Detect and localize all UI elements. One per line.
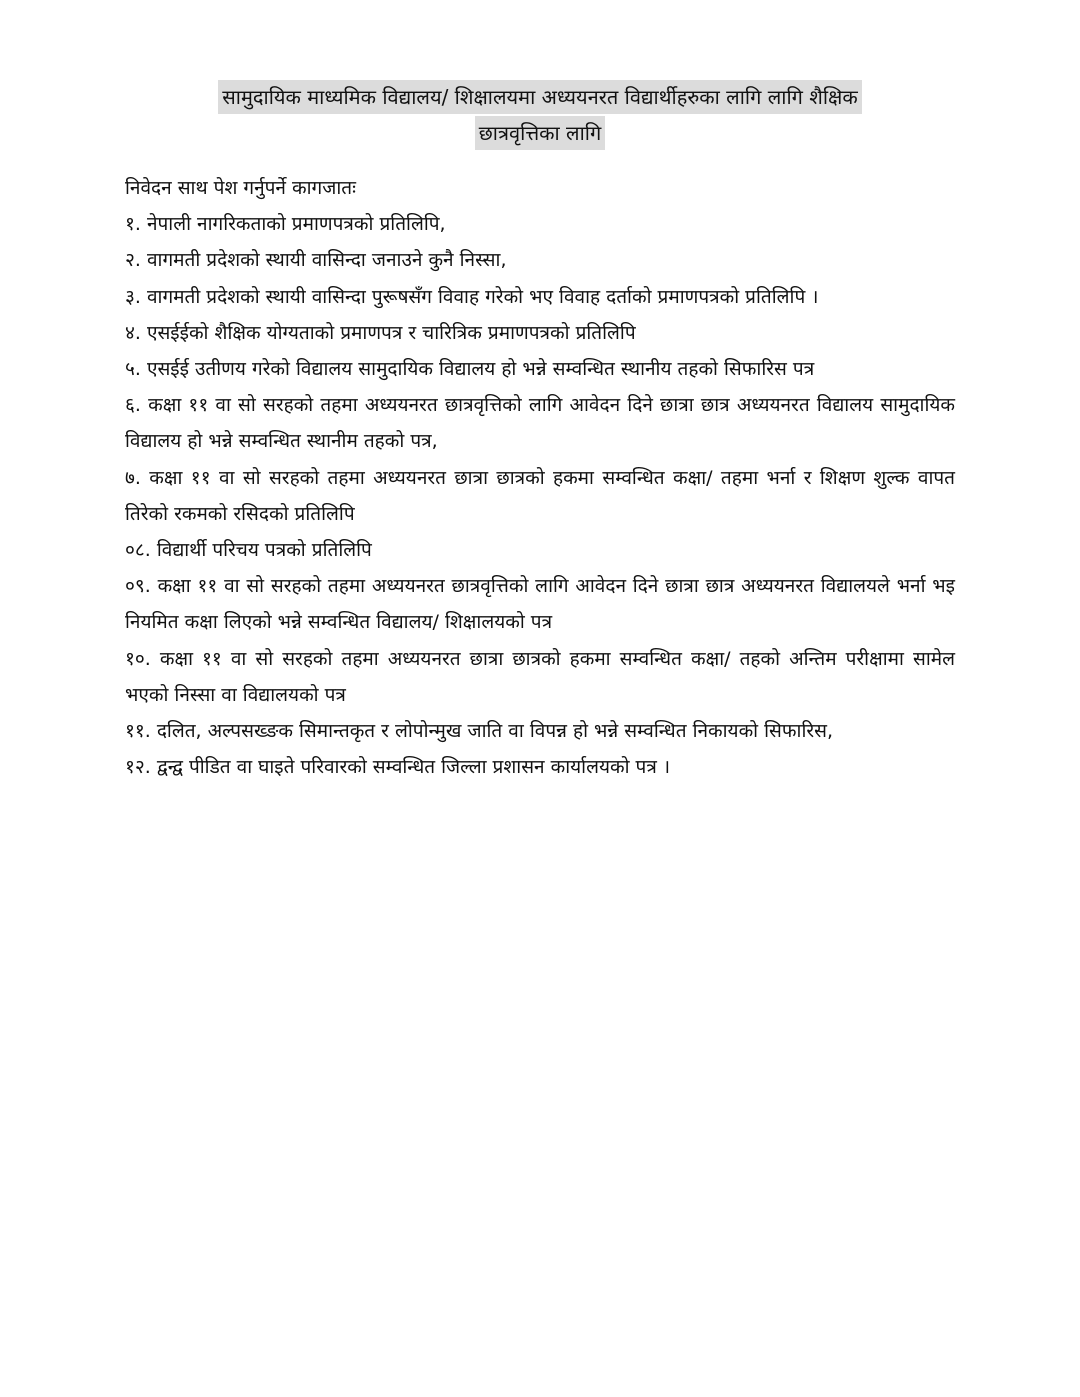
- list-item-12: १२. द्वन्द्व पीडित वा घाइते परिवारको सम्वन्धित जिल्ला प्रशासन कार्यालयको पत्र ।: [125, 756, 671, 779]
- list-item-11: ११. दलित, अल्पसख्ङक सिमान्तकृत र लोपोन्मुख जाति वा विपन्न हो भन्ने सम्वन्धित निकायको सिफारिस,: [125, 720, 834, 743]
- list-item-9: ०९. कक्षा ११ वा सो सरहको तहमा अध्ययनरत छात्रवृत्तिको लागि आवेदन दिने छात्रा छात्र अध्ययनरत विद्यालयले भर्ना भइ नियमित कक्षा लिएको भन्ने सम्वन्धित विद्यालय/ शिक्षालयको पत्र: [125, 575, 955, 634]
- document-title: [120, 80, 960, 150]
- list-item-8: ०८. विद्यार्थी परिचय पत्रको प्रतिलिपि: [125, 539, 372, 562]
- title-line-1: सामुदायिक माध्यमिक विद्यालय/ शिक्षालयमा अध्ययनरत विद्यार्थीहरुका लागि लागि शैक्षिक: [218, 80, 861, 114]
- list-item-7: ७. कक्षा ११ वा सो सरहको तहमा अध्ययनरत छात्रा छात्रको हकमा सम्वन्धित कक्षा/ तहमा भर्ना र शिक्षण शुल्क वापत तिरेको रकमको रसिदको प्रतिलिपि: [125, 466, 955, 525]
- title-line-2: छात्रवृत्तिका लागि: [475, 116, 605, 150]
- list-item-4: ४. एसईईको शैक्षिक योग्यताको प्रमाणपत्र र चारित्रिक प्रमाणपत्रको प्रतिलिपि: [125, 321, 636, 344]
- list-item-5: ५. एसईई उतीणय गरेको विद्यालय सामुदायिक विद्यालय हो भन्ने सम्वन्धित स्थानीय तहको सिफारिस पत्र: [125, 358, 815, 381]
- list-item-6: ६. कक्षा ११ वा सो सरहको तहमा अध्ययनरत छात्रवृत्तिको लागि आवेदन दिने छात्रा छात्र अध्ययनरत विद्यालय सामुदायिक विद्यालय हो भन्ने सम्वन्धित स्थानीम तहको पत्र,: [125, 394, 955, 453]
- list-item-3: ३. वागमती प्रदेशको स्थायी वासिन्दा पुरूषसँग विवाह गरेको भए विवाह दर्ताको प्रमाणपत्रको प्रतिलिपि ।: [125, 285, 819, 308]
- document-body: [125, 170, 955, 785]
- intro-text: निवेदन साथ पेश गर्नुपर्ने कागजातः: [125, 177, 356, 199]
- list-item-1: १. नेपाली नागरिकताको प्रमाणपत्रको प्रतिलिपि,: [125, 213, 446, 236]
- list-item-2: २. वागमती प्रदेशको स्थायी वासिन्दा जनाउने कुनै निस्सा,: [125, 249, 507, 272]
- list-item-10: १०. कक्षा ११ वा सो सरहको तहमा अध्ययनरत छात्रा छात्रको हकमा सम्वन्धित कक्षा/ तहको अन्तिम परीक्षामा सामेल भएको निस्सा वा विद्यालयको पत्र: [125, 647, 955, 706]
